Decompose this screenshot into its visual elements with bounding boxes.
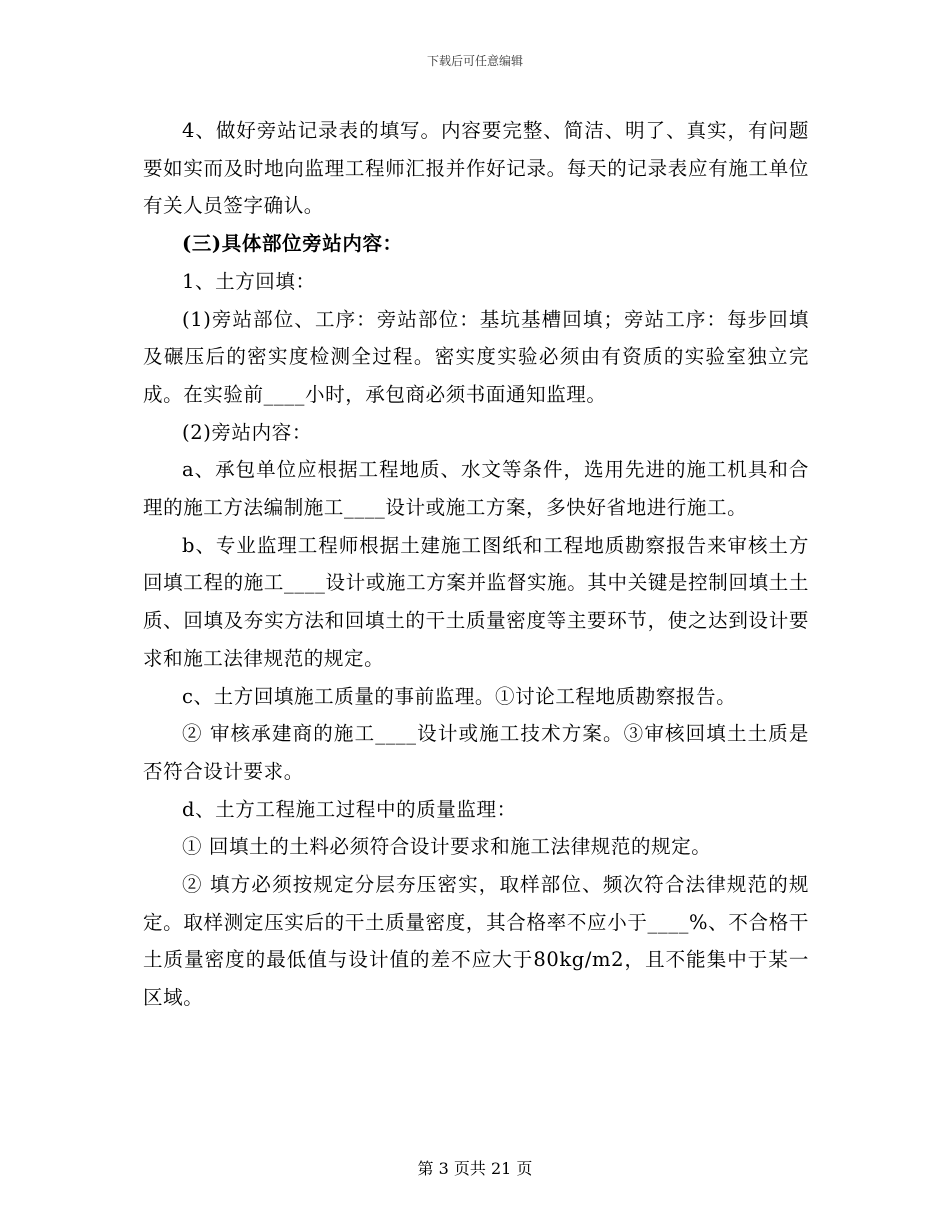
paragraph-item-c: c、土方回填施工质量的事前监理。①讨论工程地质勘察报告。 — [182, 684, 737, 708]
paragraph-item-d-1: ① 回填土的土料必须符合设计要求和施工法律规范的规定。 — [182, 835, 712, 859]
page-header: 下载后可任意编辑 — [426, 54, 523, 68]
paragraph-item-d: d、土方工程施工过程中的质量监理： — [182, 797, 517, 821]
paragraph-item-d-2: ② 填方必须按规定分层夯压密实，取样部位、频次符合法律规范的规定。取样测定压实后的干土质量密度，其合格率不应小于____%、不合格干土质量密度的最低值与设计值的差不应大于80kg/m2，且不能集中于某一区域。 — [143, 873, 809, 1010]
document-body — [143, 112, 809, 1017]
subheading-supervision-content: (2)旁站内容： — [182, 420, 312, 444]
paragraph-item-c-2: ② 审核承建商的施工____设计或施工技术方案。③审核回填土土质是否符合设计要求。 — [143, 722, 809, 783]
paragraph-item-a: a、承包单位应根据工程地质、水文等条件，选用先进的施工机具和合理的施工方法编制施工____设计或施工方案，多快好省地进行施工。 — [143, 458, 809, 520]
subheading-earthwork-backfill: 1、土方回填： — [182, 269, 316, 293]
paragraph-item-b: b、专业监理工程师根据土建施工图纸和工程地质勘察报告来审核土方回填工程的施工____设计或施工方案并监督实施。其中关键是控制回填土土质、回填及夯实方法和回填土的干土质量密度等主要环节，使之达到设计要求和施工法律规范的规定。 — [143, 533, 809, 670]
paragraph-supervision-location: (1)旁站部位、工序：旁站部位：基坑基槽回填；旁站工序：每步回填及碾压后的密实度检测全过程。密实度实验必须由有资质的实验室独立完成。在实验前____小时，承包商必须书面通知监理。 — [143, 307, 809, 406]
page-footer: 第 3 页共 21 页 — [417, 1159, 533, 1178]
paragraph-record-form: 4、做好旁站记录表的填写。内容要完整、简洁、明了、真实，有问题要如实而及时地向监理工程师汇报并作好记录。每天的记录表应有施工单位有关人员签字确认。 — [143, 119, 809, 218]
section-heading-specific-parts: (三)具体部位旁站内容： — [182, 232, 403, 256]
